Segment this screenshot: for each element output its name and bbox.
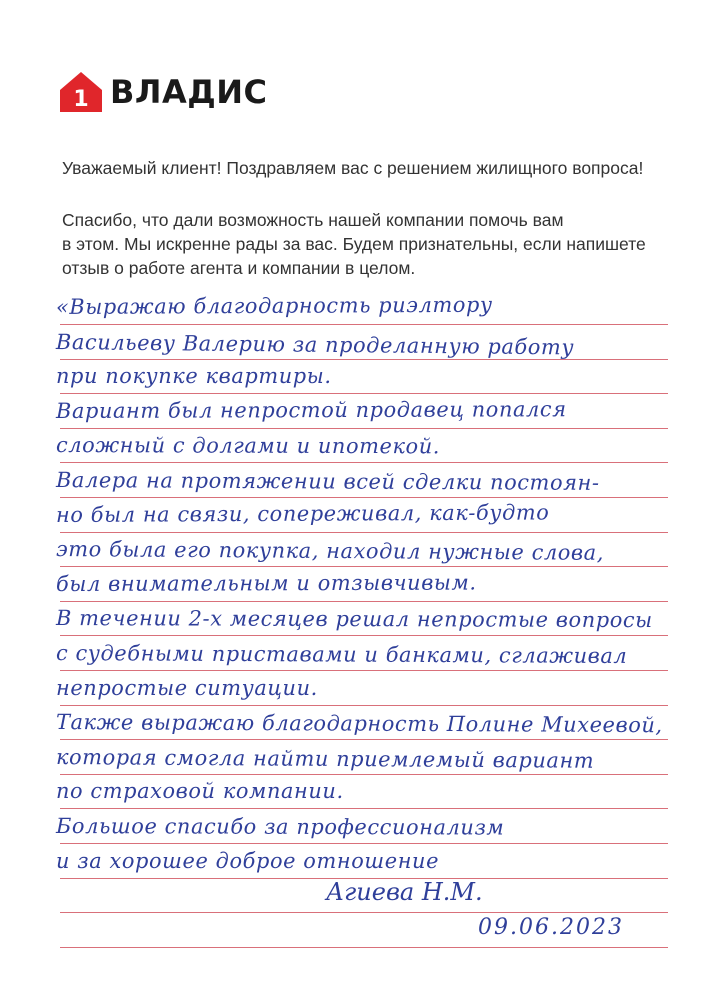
- ruled-line: [60, 635, 668, 636]
- review-line: был внимательным и отзывчивым.: [55, 570, 477, 596]
- ruled-line: [60, 324, 668, 325]
- review-line: Валера на протяжении всей сделки постоян-: [55, 468, 600, 495]
- review-line: В течении 2-х месяцев решал непростые вопросы: [55, 606, 653, 633]
- ruled-line: [60, 670, 668, 671]
- review-line: при покупке квартиры.: [56, 364, 332, 388]
- review-line: «Выражаю благодарность риэлтору: [55, 292, 493, 319]
- ruled-line: [60, 912, 668, 913]
- review-line: сложный с долгами и ипотекой.: [55, 433, 441, 459]
- review-line: по страховой компании.: [56, 779, 344, 803]
- ruled-line: [60, 532, 668, 533]
- ruled-line: [60, 705, 668, 706]
- ruled-line: [60, 808, 668, 809]
- review-line: с судебными приставами и банками, сглаживал: [55, 641, 628, 668]
- intro-line: отзыв о работе агента и компании в целом.: [62, 258, 416, 278]
- ruled-line: [60, 947, 668, 948]
- review-line: Васильеву Валерию за проделанную работу: [55, 330, 575, 360]
- intro-line: Спасибо, что дали возможность нашей компании помочь вам: [62, 210, 564, 230]
- ruled-line: [60, 843, 668, 844]
- ruled-line: [60, 566, 668, 567]
- review-line: Вариант был непростой продавец попался: [55, 397, 567, 423]
- review-line: это была его покупка, находил нужные слова,: [55, 537, 605, 565]
- ruled-line: [60, 393, 668, 394]
- greeting-text: Уважаемый клиент! Поздравляем вас с решением жилищного вопроса!: [62, 158, 644, 178]
- ruled-line: [60, 462, 668, 463]
- review-line: и за хорошее доброе отношение: [56, 849, 440, 873]
- review-line: Также выражаю благодарность Полине Михеевой,: [55, 710, 663, 738]
- review-line: непростые ситуации.: [56, 676, 318, 700]
- ruled-line: [60, 739, 668, 740]
- review-line: Большое спасибо за профессионализм: [55, 814, 505, 840]
- customer-signature: Агиева Н.М.: [326, 878, 483, 906]
- ruled-line: [60, 497, 668, 498]
- brand-name: ВЛАДИС: [110, 73, 268, 111]
- review-line: которая смогла найти приемлемый вариант: [55, 745, 595, 773]
- review-date: 09.06.2023: [478, 915, 624, 940]
- intro-line: в этом. Мы искренне рады за вас. Будем признательны, если напишете: [62, 234, 646, 254]
- review-line: но был на связи, сопереживал, как-будто: [55, 500, 550, 527]
- ruled-line: [60, 428, 668, 429]
- svg-text:1: 1: [73, 87, 89, 112]
- ruled-line: [60, 601, 668, 602]
- ruled-line: [60, 774, 668, 775]
